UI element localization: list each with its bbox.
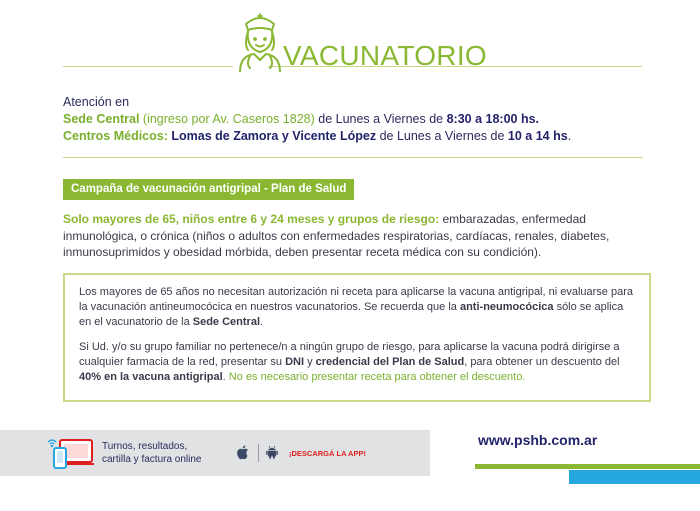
centros-label: Centros Médicos: [63,129,168,143]
notice-p2-a: Si Ud. y/o su grupo familiar no pertenece/n a ningún grupo de riesgo, para aplicarse la vacuna podrá dirigirse a cualquier farmacia de la red, presentar su [79,341,620,368]
notice-p2-b: DNI [285,356,305,368]
eligibility-detail: embarazadas, enfermedad inmunológica, o crónica (niños o adultos con enfermedades respiratorias, cardíacas, renales, diabetes, inmunosuprimidos y obesidad mórbida, deben presentar receta médica con su condición). [63,212,610,259]
apple-icon[interactable] [236,444,250,460]
notice-p2-h: No es necesario presentar receta para obtener el descuento. [228,371,526,383]
notice-p1-a: Los mayores de 65 años no necesitan autorización ni receta para aplicarse la vacuna antigripal, ni evaluarse para la vacunación antineumocócica en nuestros vacunatorios. Se recuerda que la [79,286,634,313]
notice-p2-d: credencial del Plan de Salud [315,356,465,368]
accent-strip-blue [569,470,700,484]
page-title: VACUNATORIO [283,40,487,71]
notice-p1-e: . [260,316,264,328]
campaign-badge: Campaña de vacunación antigripal - Plan de Salud [63,179,354,200]
footer-line-1: Turnos, resultados, [102,441,188,452]
centros-names: Lomas de Zamora y Vicente López [171,129,377,143]
devices-icon [48,436,94,470]
notice-box [63,273,651,402]
eligibility-highlight: Solo mayores de 65, niños entre 6 y 24 meses y grupos de riesgo: [63,212,440,226]
header-line-left [63,66,233,67]
info-centros-line [63,128,663,145]
download-app-link[interactable]: ¡DESCARGÁ LA APP! [289,449,366,458]
nurse-icon [236,10,284,72]
notice-p2-c: y [307,356,313,368]
android-icon[interactable] [265,444,279,460]
notice-p1-c: sólo se aplica en el vacunatorio de la [79,301,624,328]
schedule-info [63,94,663,145]
info-intro: Atención en [63,95,130,109]
notice-p1-d: Sede Central [192,316,260,328]
website-link[interactable]: www.pshb.com.ar [478,432,598,448]
sede-hours: 8:30 a 18:00 hs. [446,112,540,126]
eligibility-text [63,211,653,261]
centros-days: de Lunes a Viernes de [379,129,505,143]
notice-p1-b: anti-neumocócica [459,301,554,313]
notice-p2-g: . [222,371,226,383]
footer-services-text [102,440,202,466]
centros-hours: 10 a 14 hs [507,129,568,143]
notice-p2-f: 40% en la vacuna antigripal [79,371,223,383]
section-divider [63,157,643,158]
info-sede-line [63,111,663,128]
notice-p2-e: , para obtener un descuento del [464,356,620,368]
sede-days: de Lunes a Viernes de [318,112,444,126]
notice-paragraph-2 [79,340,635,385]
footer-line-2: cartilla y factura online [102,454,202,465]
accent-strip-green [475,464,700,469]
centros-end: . [567,129,572,143]
notice-paragraph-1 [79,285,635,330]
store-separator [258,444,259,462]
sede-detail: (ingreso por Av. Caseros 1828) [142,112,315,126]
sede-label: Sede Central [63,112,140,126]
